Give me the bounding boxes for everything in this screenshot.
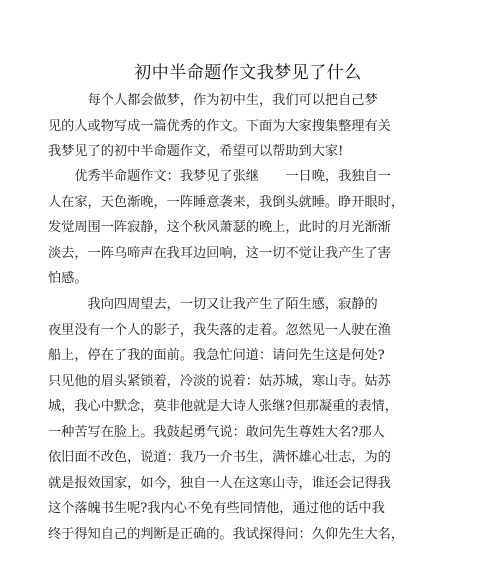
paragraph-line: 就是报效国家，如今，独自一人在这寒山寺，谁还会记得我 xyxy=(48,475,391,491)
paragraph-line: 依旧面不改色，说道：我乃一介书生，满怀雄心壮志，为的 xyxy=(48,450,391,465)
paragraph-line: 夜里没有一个人的影子，我失落的走着。忽然见一人驶在渔 xyxy=(48,322,391,338)
paragraph-line: 优秀半命题作文：我梦见了张继 一日晚，我独自一 xyxy=(48,169,391,184)
paragraph-encounter xyxy=(48,292,426,547)
paragraph-line: 每个人都会做梦，作为初中生，我们可以把自己梦 xyxy=(48,93,378,108)
paragraph-line: 城，我心中默念，莫非他就是大诗人张继?但那凝重的表情， xyxy=(48,399,398,414)
paragraph-line: 一种苦写在脸上。我鼓起勇气说：敢问先生尊姓大名?那人 xyxy=(48,424,385,440)
paragraph-line: 这个落魄书生呢?我内心不免有些同情他，通过他的话中我 xyxy=(48,501,385,516)
paragraph-line: 船上，停在了我的面前。我急忙问道：请问先生这是何处? xyxy=(48,348,385,363)
paragraph-intro xyxy=(48,88,426,165)
paragraph-line: 怕感。 xyxy=(48,271,88,286)
paragraph-essay-opening xyxy=(48,164,426,292)
document-title: 初中半命题作文我梦见了什么 xyxy=(134,63,362,83)
paragraph-line: 发觉周围一阵寂静，这个秋风萧瑟的晚上，此时的月光渐渐 xyxy=(48,220,391,235)
paragraph-line: 终于得知自己的判断是正确的。我试探得问：久仰先生大名， xyxy=(48,526,405,542)
paragraph-line: 见的人或物写成一篇优秀的作文。下面为大家搜集整理有关 xyxy=(48,118,391,134)
paragraph-line: 我梦见了的初中半命题作文，希望可以帮助到大家! xyxy=(48,144,344,159)
paragraph-line: 淡去，一阵乌啼声在我耳边回响，这一切不觉让我产生了害 xyxy=(48,245,391,261)
paragraph-line: 只见他的眉头紧锁着，冷淡的说着：姑苏城，寒山寺。姑苏 xyxy=(48,373,391,389)
paragraph-line: 我向四周望去，一切又让我产生了陌生感，寂静的 xyxy=(48,297,378,312)
paragraph-line: 人在家，天色渐晚，一阵睡意袭来，我倒头就睡。睁开眼时， xyxy=(48,194,405,210)
